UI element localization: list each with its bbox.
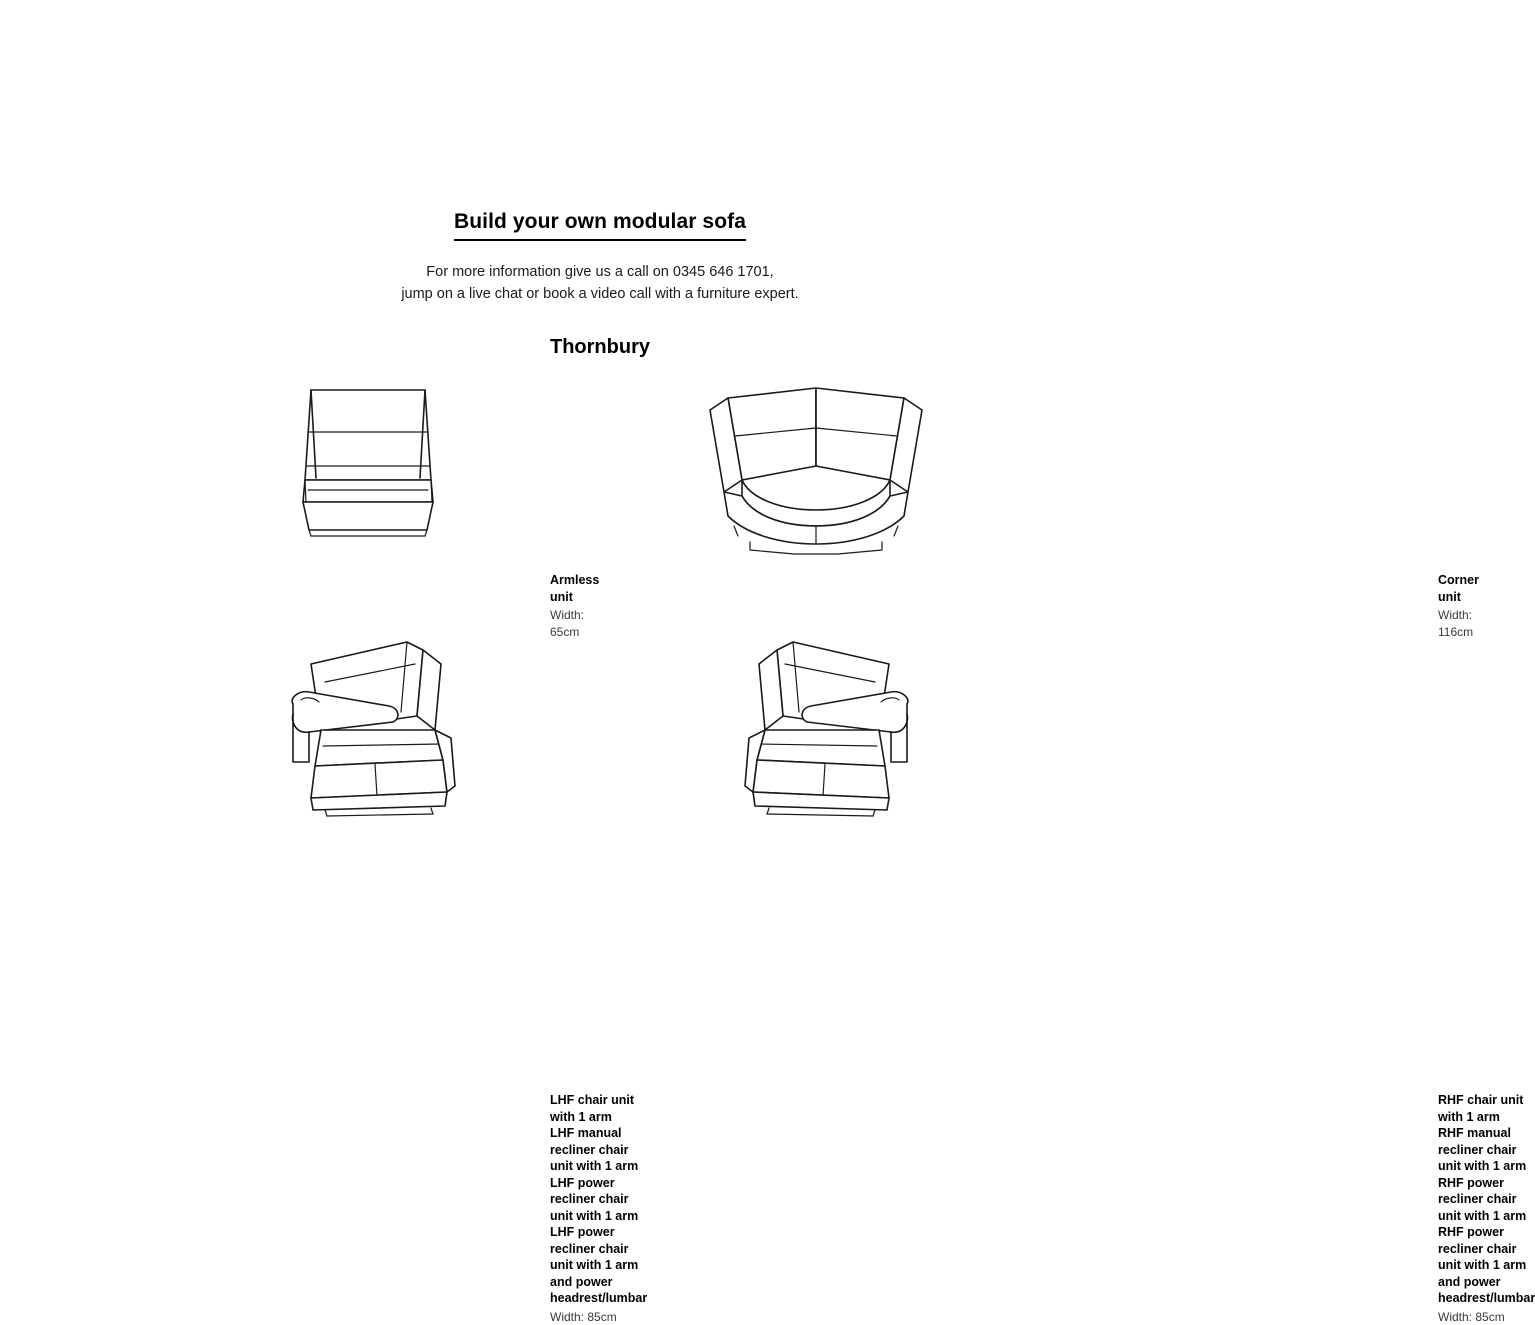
subtitle-line-2: jump on a live chat or book a video call with a furniture expert. [0,283,1200,305]
unit-card-corner [680,370,1020,630]
page-subtitle [0,261,1200,305]
collection-name: Thornbury [0,336,1200,359]
page-header [0,210,1200,305]
unit-option-label: and power headrest/lumbar [1438,1274,1535,1307]
unit-card-lhf [240,620,570,940]
unit-option-label: LHF chair unit with 1 arm [550,1092,647,1125]
unit-option-label: LHF manual recliner chair unit with 1 arm [550,1125,647,1175]
corner-unit-illustration [690,370,950,560]
rhf-chair-unit-illustration [705,620,935,820]
unit-option-label: RHF power recliner chair unit with 1 arm [1438,1224,1535,1274]
unit-option-label: LHF power recliner chair unit with 1 arm [550,1224,647,1274]
unit-width-label: Width: 85cm [1438,1309,1535,1325]
page-title: Build your own modular sofa [454,210,746,241]
armless-unit-illustration [275,370,475,560]
unit-width-label: Width: 116cm [1438,607,1479,640]
subtitle-line-1: For more information give us a call on 0345 646 1701, [426,264,773,280]
unit-card-armless [240,370,570,630]
lhf-chair-unit-illustration [265,620,495,820]
unit-option-label: Corner unit [1438,572,1479,605]
unit-caption-rhf [1438,1092,1535,1325]
unit-option-label: Armless unit [550,572,599,605]
unit-width-label: Width: 65cm [550,607,599,640]
unit-option-label: RHF chair unit with 1 arm [1438,1092,1535,1125]
unit-caption-lhf [550,1092,647,1325]
unit-width-label: Width: 85cm [550,1309,647,1325]
unit-card-rhf [680,620,1020,940]
unit-caption-corner [1438,572,1479,640]
unit-option-label: and power headrest/lumbar [550,1274,647,1307]
unit-option-label: LHF power recliner chair unit with 1 arm [550,1175,647,1225]
unit-option-label: RHF manual recliner chair unit with 1 arm [1438,1125,1535,1175]
unit-option-label: RHF power recliner chair unit with 1 arm [1438,1175,1535,1225]
